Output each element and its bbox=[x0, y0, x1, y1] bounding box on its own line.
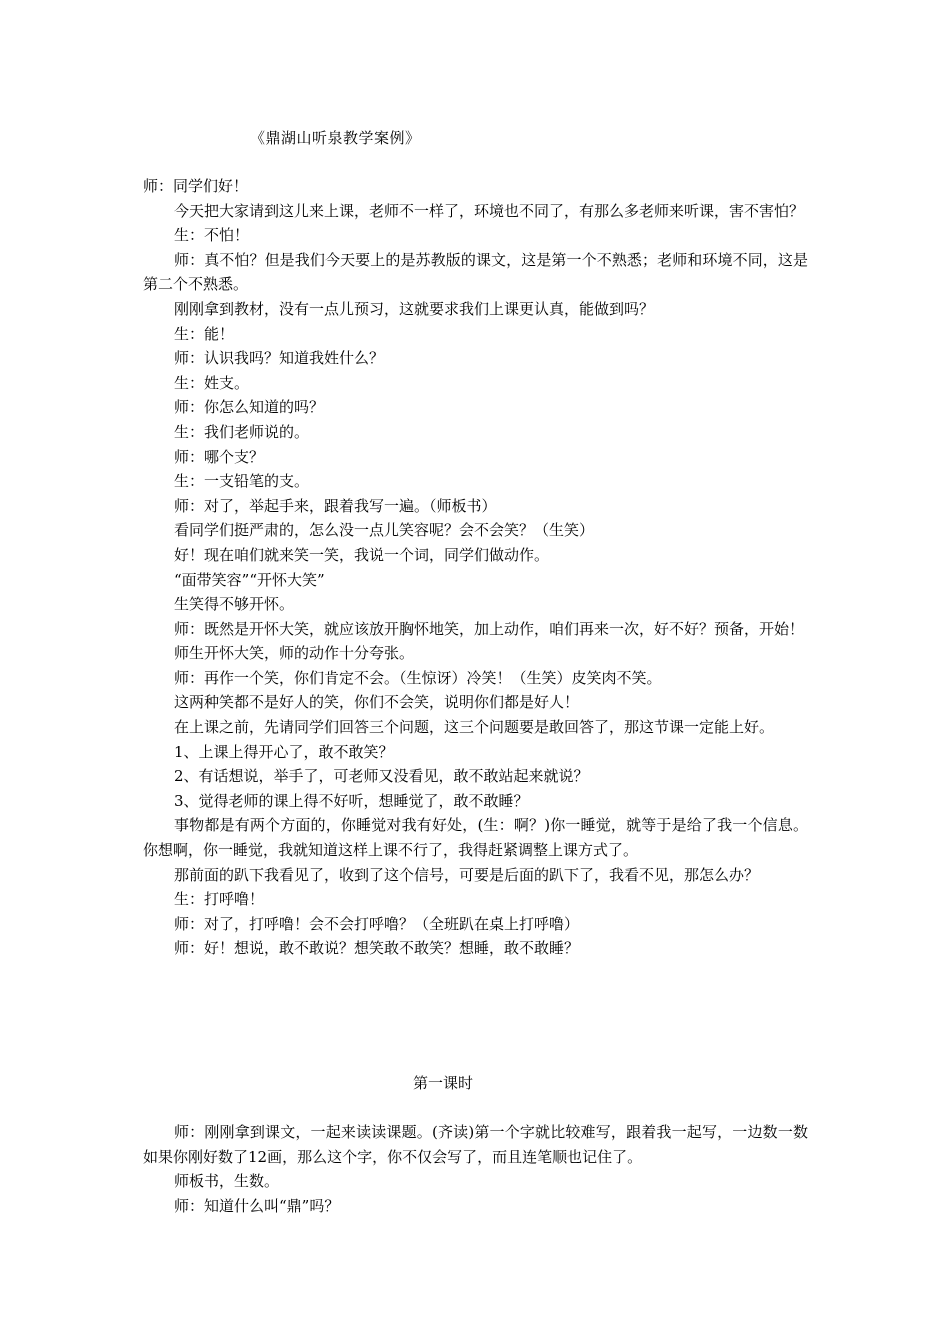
paragraph: 那前面的趴下我看见了，收到了这个信号，可要是后面的趴下了，我看不见，那怎么办？ bbox=[174, 865, 760, 884]
paragraph: 好！现在咱们就来笑一笑，我说一个词，同学们做动作。 bbox=[174, 545, 550, 564]
paragraph: 师：好！想说，敢不敢说？想笑敢不敢笑？想睡，敢不敢睡？ bbox=[174, 939, 580, 958]
paragraph: 师：对了，打呼噜！会不会打呼噜？（全班趴在桌上打呼噜） bbox=[174, 914, 580, 933]
paragraph: 师：既然是开怀大笑，就应该放开胸怀地笑，加上动作，咱们再来一次，好不好？预备，开始！ bbox=[174, 619, 805, 638]
paragraph: 师：再作一个笑，你们肯定不会。（生惊讶）冷笑！（生笑）皮笑肉不笑。 bbox=[174, 668, 662, 687]
paragraph: “面带笑容”“开怀大笑” bbox=[174, 570, 325, 589]
paragraph: 师：真不怕？但是我们今天要上的是苏教版的课文，这是第一个不熟悉；老师和环境不同，这是第二个不熟悉。 bbox=[143, 250, 808, 294]
paragraph: 生：能！ bbox=[174, 324, 235, 343]
paragraph: 生：我们老师说的。 bbox=[174, 422, 310, 441]
paragraph: 在上课之前，先请同学们回答三个问题，这三个问题要是敢回答了，那这节课一定能上好。 bbox=[174, 718, 775, 737]
paragraph: 师板书，生数。 bbox=[174, 1172, 280, 1191]
paragraph: 这两种笑都不是好人的笑，你们不会笑，说明你们都是好人！ bbox=[174, 693, 580, 712]
paragraph: 师：知道什么叫“鼎”吗？ bbox=[174, 1196, 340, 1215]
paragraph: 看同学们挺严肃的，怎么没一点儿笑容呢？会不会笑？（生笑） bbox=[174, 521, 595, 540]
paragraph: 2、有话想说，举手了，可老师又没看见，敢不敢站起来就说？ bbox=[174, 767, 589, 786]
paragraph: 生：打呼噜！ bbox=[174, 890, 265, 909]
paragraph: 生笑得不够开怀。 bbox=[174, 595, 295, 614]
paragraph: 3、觉得老师的课上得不好听，想睡觉了，敢不敢睡？ bbox=[174, 791, 529, 810]
paragraph: 生：一支铅笔的支。 bbox=[174, 472, 310, 491]
body-part-1 bbox=[143, 174, 808, 961]
paragraph: 师：哪个支？ bbox=[174, 447, 265, 466]
paragraph: 师：刚刚拿到课文，一起来读读课题。(齐读)第一个字就比较难写，跟着我一起写，一边数一数如果你刚好数了12画，那么这个字，你不仅会写了，而且连笔顺也记住了。 bbox=[143, 1123, 808, 1166]
document-title: 《鼎湖山听泉教学案例》 bbox=[250, 129, 421, 147]
paragraph: 师：你怎么知道的吗？ bbox=[174, 398, 325, 417]
paragraph: 1、上课上得开心了，敢不敢笑？ bbox=[174, 742, 394, 761]
body-part-2 bbox=[143, 1120, 808, 1218]
paragraph: 师：同学们好！ bbox=[143, 177, 249, 195]
paragraph: 生：不怕！ bbox=[174, 226, 250, 245]
paragraph: 今天把大家请到这儿来上课，老师不一样了，环境也不同了，有那么多老师来听课，害不害怕？ bbox=[174, 201, 805, 220]
paragraph: 生：姓支。 bbox=[174, 373, 250, 392]
paragraph: 师生开怀大笑，师的动作十分夸张。 bbox=[174, 644, 415, 663]
paragraph: 事物都是有两个方面的，你睡觉对我有好处，(生：啊？)你一睡觉，就等于是给了我一个信息。你想啊，你一睡觉，我就知道这样上课不行了，我得赶紧调整上课方式了。 bbox=[143, 816, 808, 860]
section-heading: 第一课时 bbox=[413, 1074, 474, 1092]
paragraph: 师：认识我吗？知道我姓什么？ bbox=[174, 349, 385, 368]
paragraph: 刚刚拿到教材，没有一点儿预习，这就要求我们上课更认真，能做到吗？ bbox=[174, 299, 655, 318]
paragraph: 师：对了，举起手来，跟着我写一遍。（师板书） bbox=[174, 496, 497, 515]
